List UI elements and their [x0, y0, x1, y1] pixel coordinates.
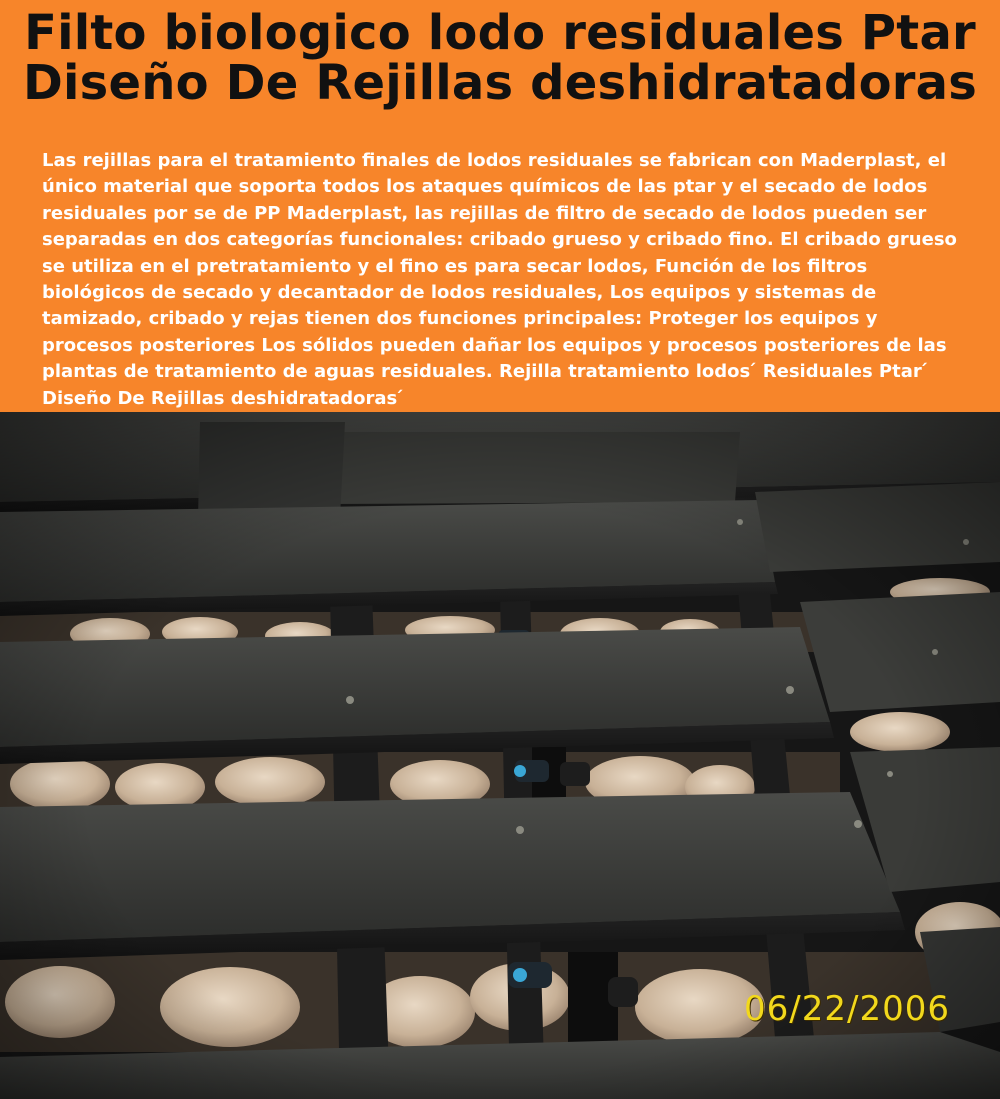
page-title — [0, 5, 1000, 111]
date-stamp: 06/22/2006 — [744, 989, 950, 1029]
title-line-2: Diseño De Rejillas deshidratadoras — [22, 55, 978, 111]
title-line-1: Filto biologico lodo residuales Ptar — [24, 5, 976, 61]
grating-photo — [0, 412, 1000, 1099]
description-text: Las rejillas para el tratamiento finales de lodos residuales se fabrican con Maderplast, el único material que soporta todos los ataques químicos de las ptar y el secado de lodos residuales por se de PP Maderplast, las rejillas de filtro de secado de lodos pueden ser separadas en dos categorías funcionales: cribado grueso y cribado fino. El cribado grueso se utiliza en el pretratamiento y el fino es para secar lodos, Función de los filtros biológicos de secado y decantador de lodos residuales, Los equipos y sistemas de tamizado, cribado y rejas tienen dos funciones principales: Proteger los equipos y procesos posteriores Los sólidos pueden dañar los equipos y procesos posteriores de las plantas de tratamiento de aguas residuales. Rejilla tratamiento lodos ́ Residuales Ptar ́ Diseño De Rejillas deshidratadoras ́ — [42, 150, 957, 409]
